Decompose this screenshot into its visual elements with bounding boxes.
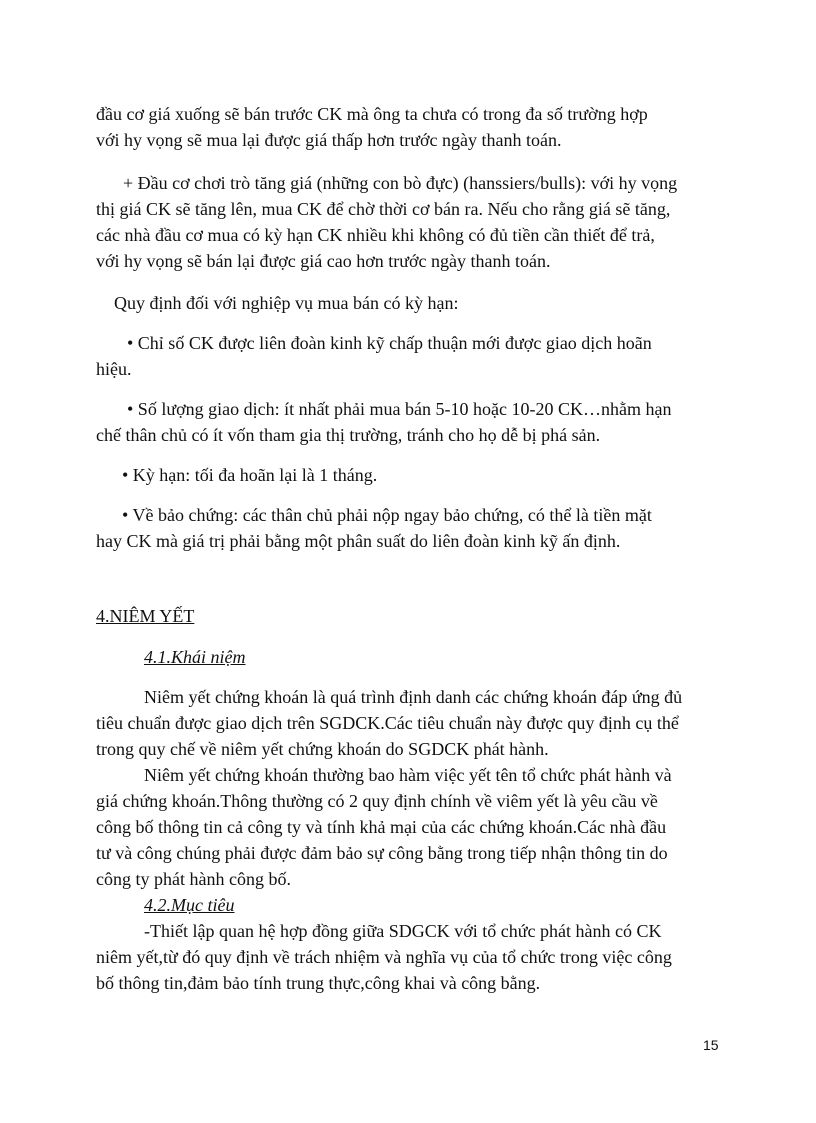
text-line: trong quy chế về niêm yết chứng khoán do SGDCK phát hành. — [96, 739, 549, 759]
text-line: hay CK mà giá trị phải bằng một phân suất do liên đoàn kinh kỹ ấn định. — [96, 531, 621, 551]
text-line: với hy vọng sẽ mua lại được giá thấp hơn trước ngày thanh toán. — [96, 130, 562, 150]
text-line: với hy vọng sẽ bán lại được giá cao hơn trước ngày thanh toán. — [96, 251, 551, 271]
text-line: niêm yết,từ đó quy định về trách nhiệm và nghĩa vụ của tổ chức trong việc công — [96, 947, 672, 967]
text-line: công bố thông tin cả công ty và tính khả mại của các chứng khoán.Các nhà đầu — [96, 817, 667, 837]
text-line: thị giá CK sẽ tăng lên, mua CK để chờ thời cơ bán ra. Nếu cho rằng giá sẽ tăng, — [96, 199, 671, 219]
text-line: Niêm yết chứng khoán thường bao hàm việc yết tên tổ chức phát hành và — [144, 765, 672, 785]
text-line: -Thiết lập quan hệ hợp đồng giữa SDGCK với tổ chức phát hành có CK — [144, 921, 662, 941]
text-line: Quy định đối với nghiệp vụ mua bán có kỳ hạn: — [114, 293, 459, 313]
text-line: tiêu chuẩn được giao dịch trên SGDCK.Các tiêu chuẩn này được quy định cụ thể — [96, 713, 679, 733]
subsection-heading: 4.1.Khái niệm — [144, 647, 246, 667]
text-line: chế thân chủ có ít vốn tham gia thị trường, tránh cho họ dễ bị phá sản. — [96, 425, 601, 445]
text-line: giá chứng khoán.Thông thường có 2 quy định chính về viêm yết là yêu cầu về — [96, 791, 658, 811]
subsection-heading: 4.2.Mục tiêu — [144, 895, 235, 915]
page-number: 15 — [703, 1037, 719, 1053]
text-line: các nhà đầu cơ mua có kỳ hạn CK nhiều khi không có đủ tiền cần thiết để trả, — [96, 225, 655, 245]
text-line: tư và công chúng phải được đảm bảo sự công bằng trong tiếp nhận thông tin do — [96, 843, 668, 863]
bullet-item: • Số lượng giao dịch: ít nhất phải mua bán 5-10 hoặc 10-20 CK…nhằm hạn — [127, 399, 672, 419]
bullet-item: • Về bảo chứng: các thân chủ phải nộp ngay bảo chứng, có thể là tiền mặt — [122, 505, 652, 525]
text-line: hiệu. — [96, 359, 132, 379]
text-line: bố thông tin,đảm bảo tính trung thực,công khai và công bằng. — [96, 973, 541, 993]
text-line: công ty phát hành công bố. — [96, 869, 291, 889]
section-heading: 4.NIÊM YẾT — [96, 606, 195, 626]
text-line: + Đầu cơ chơi trò tăng giá (những con bò đực) (hanssiers/bulls): với hy vọng — [123, 173, 678, 193]
bullet-item: • Kỳ hạn: tối đa hoãn lại là 1 tháng. — [122, 465, 378, 485]
bullet-item: • Chỉ số CK được liên đoàn kinh kỹ chấp thuận mới được giao dịch hoãn — [127, 333, 652, 353]
text-line: Niêm yết chứng khoán là quá trình định danh các chứng khoán đáp ứng đủ — [144, 687, 683, 707]
text-line: đầu cơ giá xuống sẽ bán trước CK mà ông ta chưa có trong đa số trường hợp — [96, 104, 648, 124]
